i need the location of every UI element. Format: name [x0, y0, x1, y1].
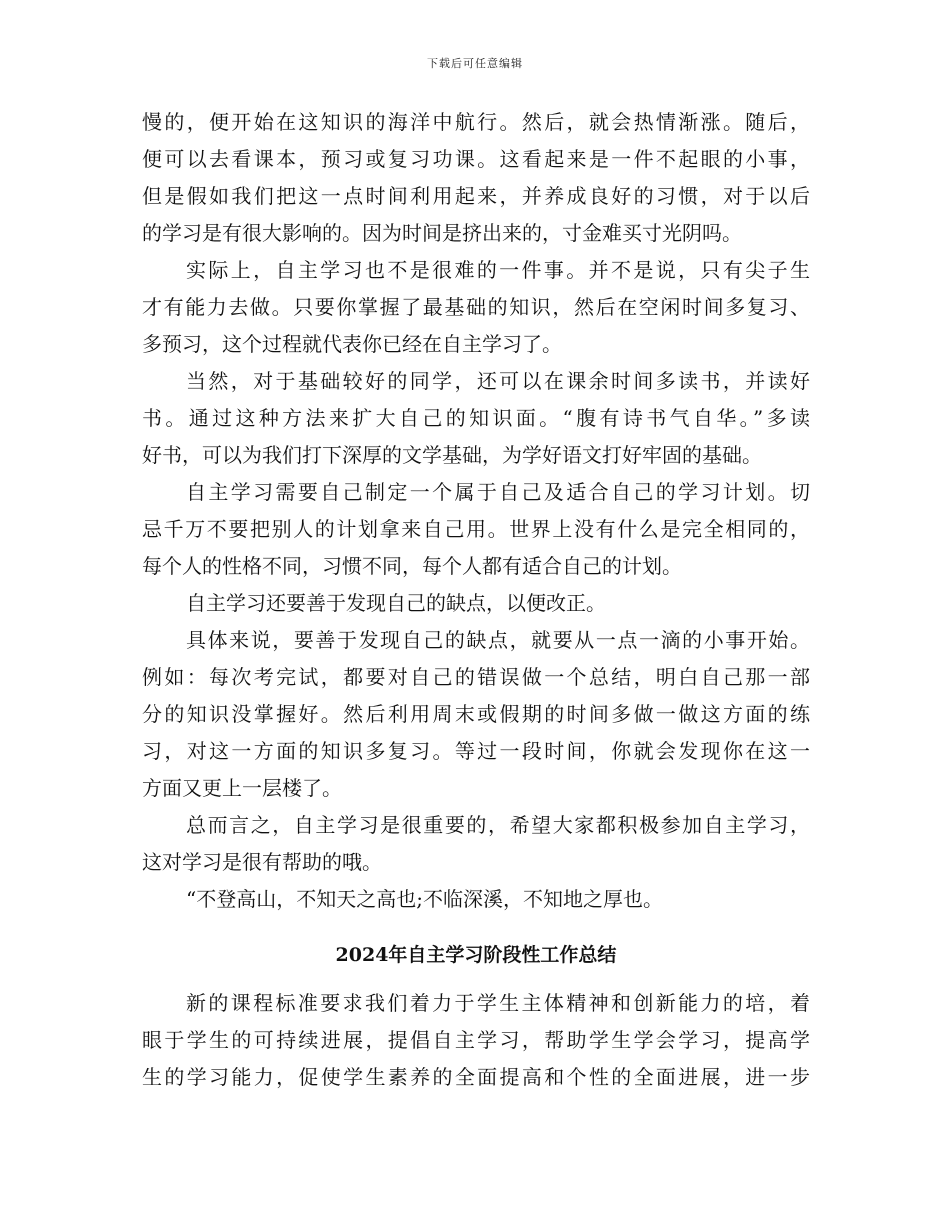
text-line: 当然，对于基础较好的同学，还可以在课余时间多读书，并读好	[186, 369, 810, 393]
text-line: 新的课程标准要求我们着力于学生主体精神和创新能力的培，着	[186, 991, 810, 1015]
text-line: 书。通过这种方法来扩大自己的知识面。“腹有诗书气自华。”多读	[142, 406, 810, 430]
text-line: 例如：每次考完试，都要对自己的错误做一个总结，明白自己那一部	[142, 665, 810, 689]
paragraph	[142, 474, 810, 585]
text-line: 便可以去看课本，预习或复习功课。这看起来是一件不起眼的小事，	[142, 147, 810, 171]
paragraph	[142, 807, 810, 881]
text-line: 的学习是有很大影响的。因为时间是挤出来的，寸金难买寸光阴吗。	[142, 221, 742, 245]
text-line: 分的知识没掌握好。然后利用周末或假期的时间多做一做这方面的练	[142, 702, 810, 726]
section-title: 2024年自主学习阶段性工作总结	[335, 944, 617, 966]
paragraph	[142, 585, 810, 622]
paragraph	[142, 104, 810, 252]
body-text-section	[142, 985, 810, 1096]
paragraph	[142, 881, 810, 918]
text-line: 才有能力去做。只要你掌握了最基础的知识，然后在空闲时间多复习、	[142, 295, 810, 319]
text-line: 眼于学生的可持续进展，提倡自主学习，帮助学生学会学习，提高学	[142, 1028, 810, 1052]
text-line: 方面又更上一层楼了。	[142, 776, 342, 800]
text-line: 习，对这一方面的知识多复习。等过一段时间，你就会发现你在这一	[142, 739, 810, 763]
body-text	[142, 104, 810, 918]
text-line: 自主学习还要善于发现自己的缺点，以便改正。	[186, 591, 606, 615]
page-header: 下载后可任意编辑	[427, 57, 523, 70]
text-line: 好书，可以为我们打下深厚的文学基础，为学好语文打好牢固的基础。	[142, 443, 762, 467]
text-line: 忌千万不要把别人的计划拿来自己用。世界上没有什么是完全相同的，	[142, 517, 810, 541]
paragraph	[142, 622, 810, 807]
text-line: 这对学习是很有帮助的哦。	[142, 850, 382, 874]
text-line: 总而言之，自主学习是很重要的，希望大家都积极参加自主学习，	[186, 813, 810, 837]
text-line: 慢的，便开始在这知识的海洋中航行。然后，就会热情渐涨。随后，	[142, 110, 810, 134]
text-line: “不登高山，不知天之高也;不临深溪，不知地之厚也。	[186, 887, 663, 911]
paragraph	[142, 252, 810, 363]
text-line: 具体来说，要善于发现自己的缺点，就要从一点一滴的小事开始。	[186, 628, 810, 652]
text-line: 生的学习能力，促使学生素养的全面提高和个性的全面进展，进一步	[142, 1065, 810, 1089]
text-line: 但是假如我们把这一点时间利用起来，并养成良好的习惯，对于以后	[142, 184, 810, 208]
paragraph	[142, 363, 810, 474]
paragraph	[142, 985, 810, 1096]
text-line: 自主学习需要自己制定一个属于自己及适合自己的学习计划。切	[186, 480, 810, 504]
text-line: 每个人的性格不同，习惯不同，每个人都有适合自己的计划。	[142, 554, 682, 578]
text-line: 多预习，这个过程就代表你已经在自主学习了。	[142, 332, 562, 356]
text-line: 实际上，自主学习也不是很难的一件事。并不是说，只有尖子生	[186, 258, 810, 282]
